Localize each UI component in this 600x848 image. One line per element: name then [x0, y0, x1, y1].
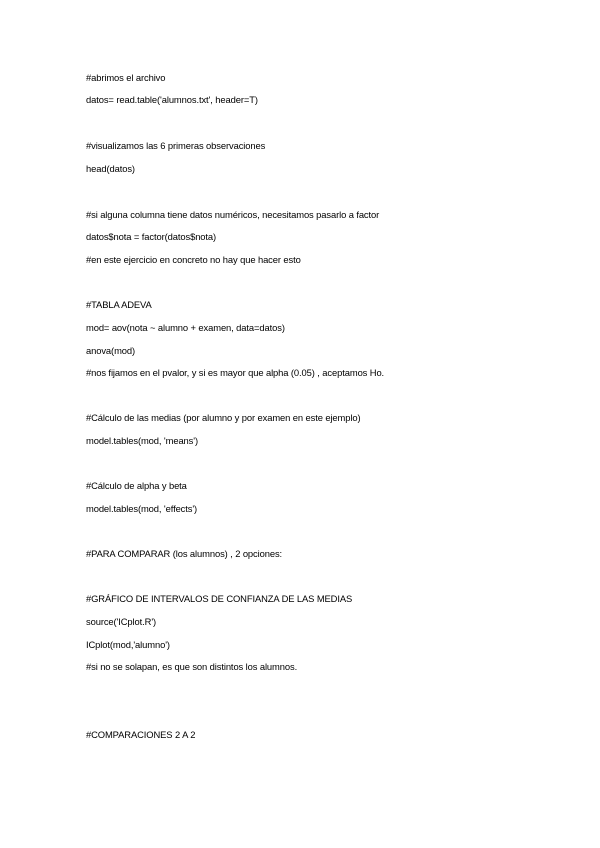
- code-read-table: datos= read.table('alumnos.txt', header=T): [86, 94, 258, 105]
- comment-means: #Cálculo de las medias (por alumno y por examen en este ejemplo): [86, 412, 361, 423]
- code-factor: datos$nota = factor(datos$nota): [86, 231, 217, 242]
- comment-adeva-table: #TABLA ADEVA: [86, 299, 152, 310]
- code-aov: mod= aov(nota ~ alumno + examen, data=datos): [86, 322, 285, 333]
- comment-numeric-columns: #si alguna columna tiene datos numéricos, necesitamos pasarlo a factor: [86, 209, 380, 220]
- comment-not-needed: #en este ejercicio en concreto no hay que hacer esto: [86, 254, 301, 265]
- comment-no-overlap: #si no se solapan, es que son distintos los alumnos.: [86, 661, 298, 672]
- code-anova: anova(mod): [86, 345, 136, 356]
- comment-pairwise-comparisons: #COMPARACIONES 2 A 2: [86, 729, 196, 740]
- comment-pvalue: #nos fijamos en el pvalor, y si es mayor que alpha (0.05) , aceptamos Ho.: [86, 367, 385, 378]
- comment-view-observations: #visualizamos las 6 primeras observaciones: [86, 140, 266, 151]
- code-icplot: ICplot(mod,'alumno'): [86, 639, 170, 650]
- comment-compare-options: #PARA COMPARAR (los alumnos) , 2 opciones:: [86, 548, 283, 559]
- code-model-tables-effects: model.tables(mod, 'effects'): [86, 503, 198, 514]
- comment-open-file: #abrimos el archivo: [86, 72, 166, 83]
- comment-alpha-beta: #Cálculo de alpha y beta: [86, 480, 187, 491]
- code-model-tables-means: model.tables(mod, 'means'): [86, 435, 198, 446]
- code-head: head(datos): [86, 163, 135, 174]
- code-source: source('ICplot.R'): [86, 616, 157, 627]
- comment-confidence-intervals: #GRÁFICO DE INTERVALOS DE CONFIANZA DE LAS MEDIAS: [86, 593, 353, 604]
